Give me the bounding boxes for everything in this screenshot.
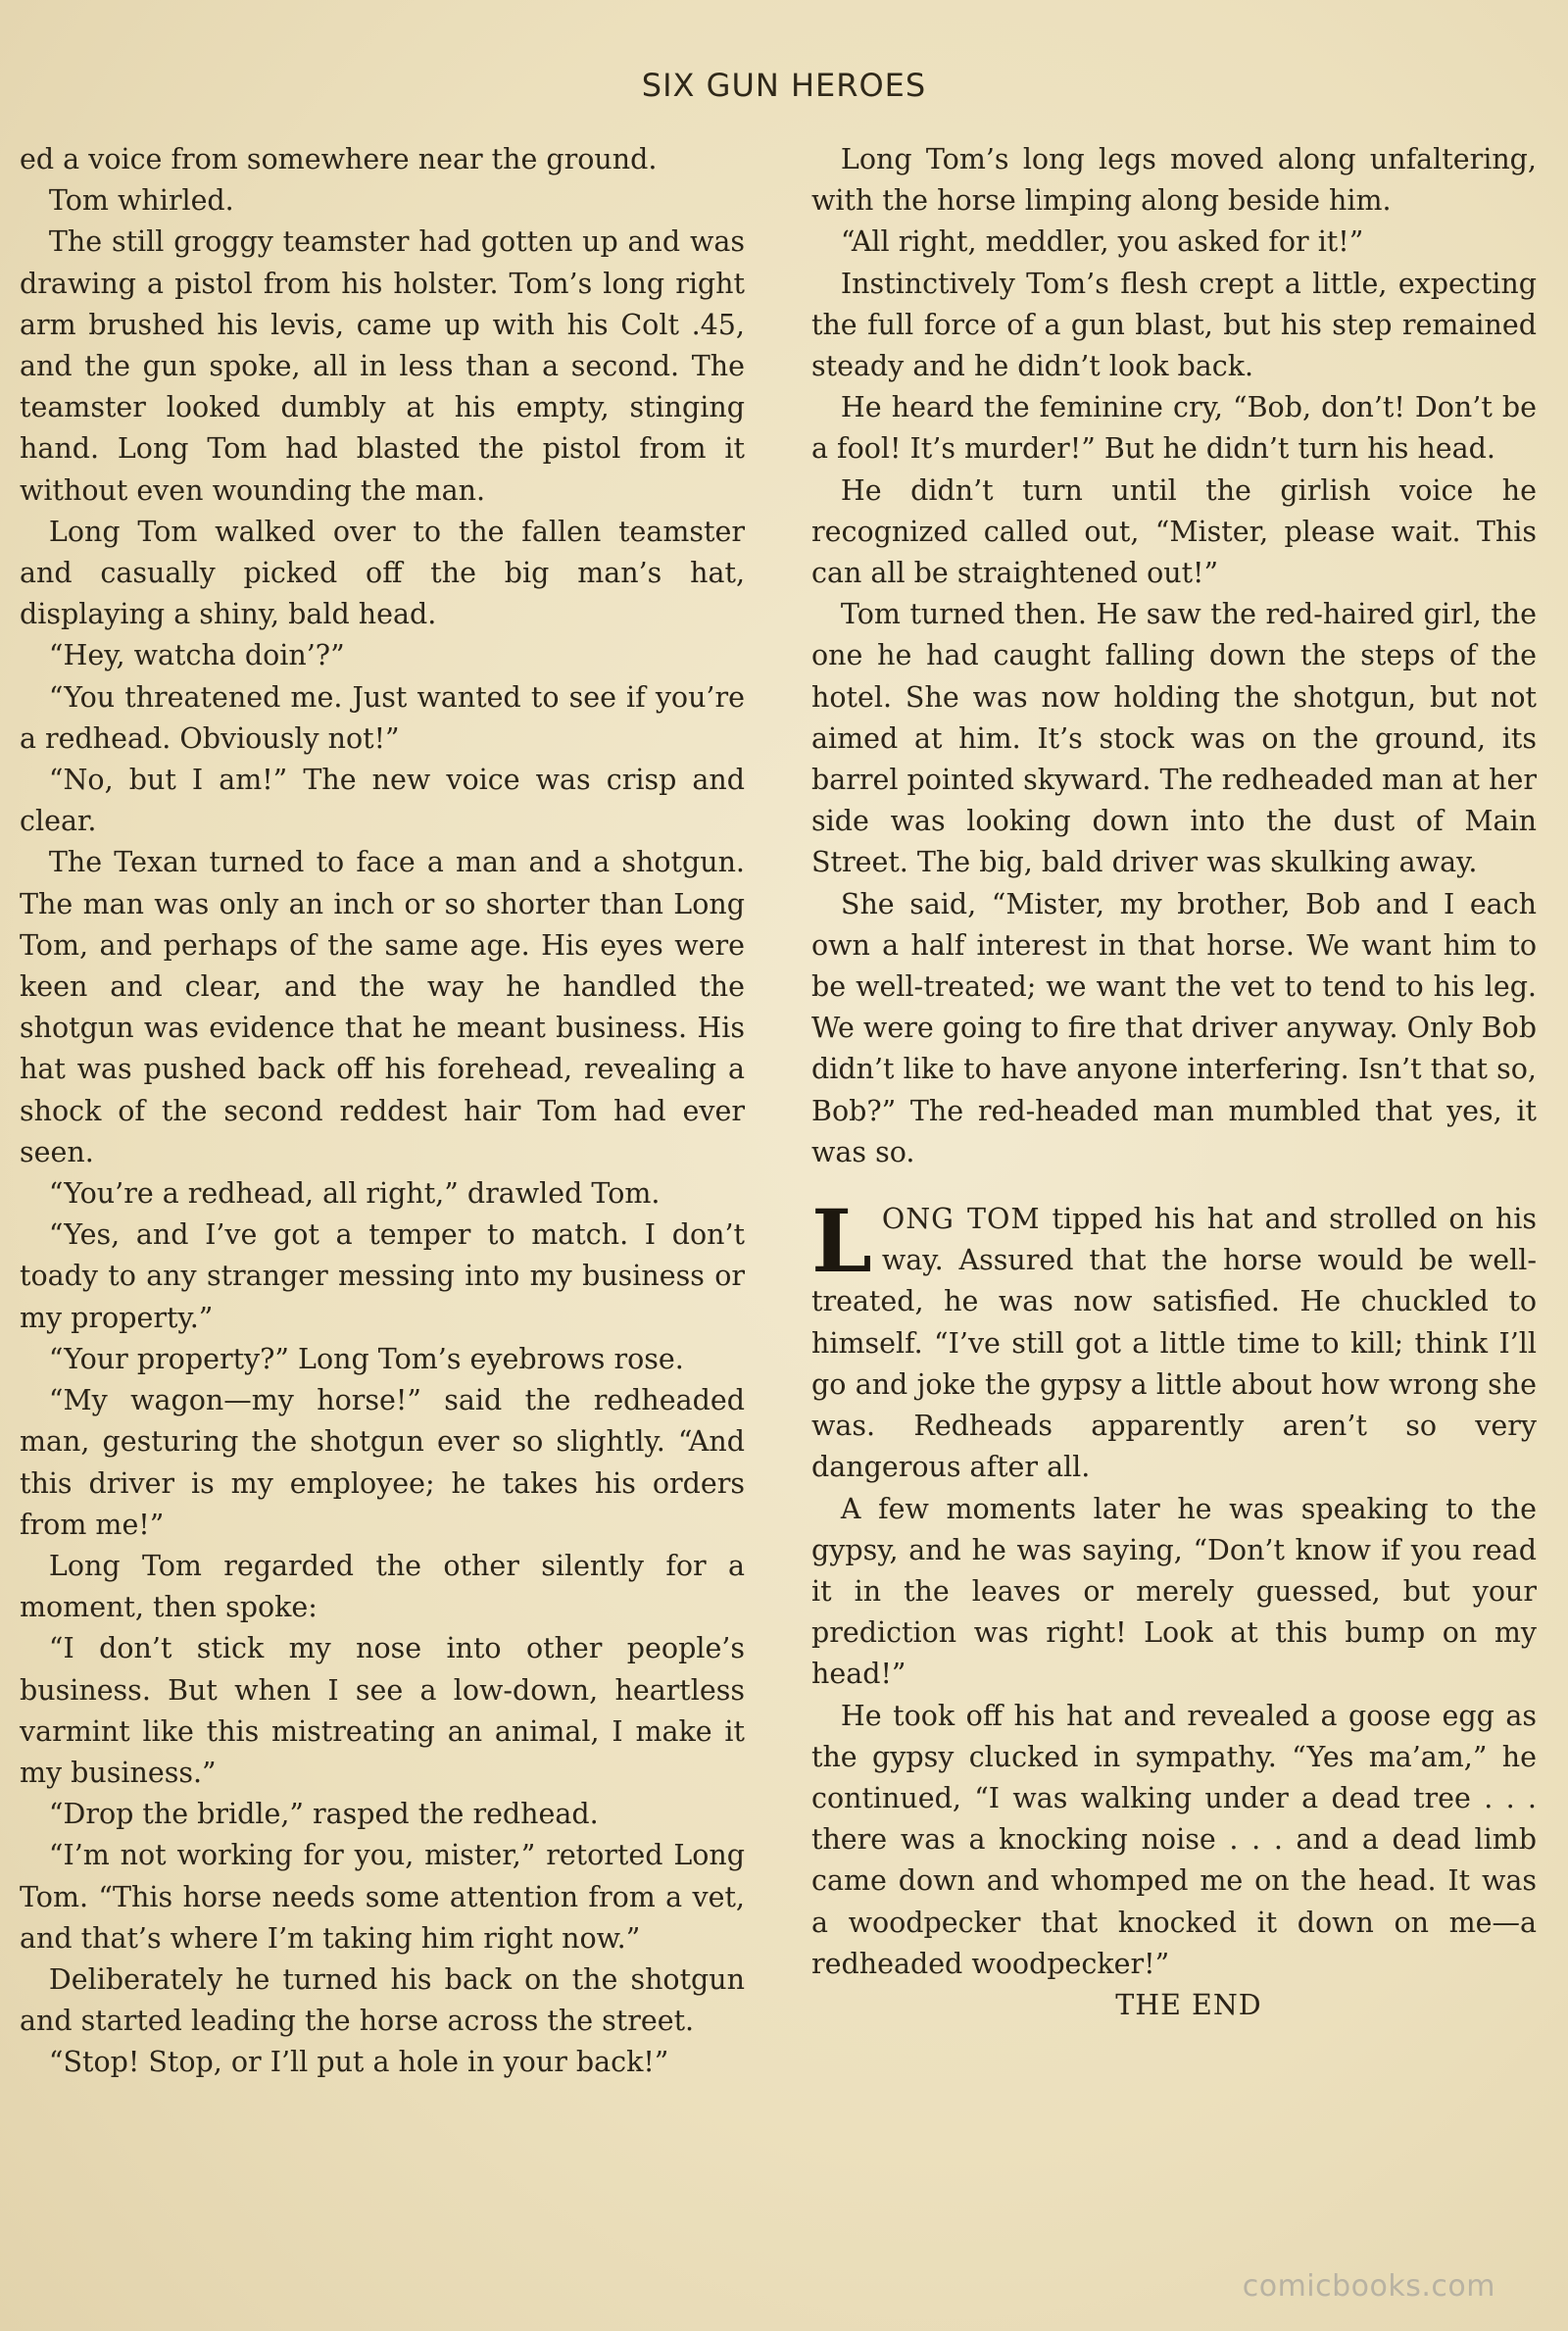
paragraph: Tom whirled. (48, 184, 234, 218)
paragraph: “I don’t stick my nose into other people’s business. But when I see a low-down, heartless varmint like this mistreating an animal, I make it my business.” (20, 1632, 745, 1789)
paragraph: He didn’t turn until the girlish voice he recognized called out, “Mister, please wait. This can all be straightened out!” (811, 473, 1537, 590)
paragraph: “Your property?” Long Tom’s eyebrows rose. (48, 1342, 684, 1375)
dropcap-text: tipped his hat and strolled on his way. Assured that the horse would be well-treated, he was now satisfied. He chuckled to himself. “I’ve still got a little time to kill; think I’ll go and joke the gypsy a little about how wrong she was. Redheads apparently aren’t so very dangerous after all. (811, 1203, 1537, 1484)
paragraph: “Hey, watcha doin’?” (48, 639, 345, 672)
paragraph: ed a voice from somewhere near the ground. (20, 143, 658, 175)
paragraph: The Texan turned to face a man and a shotgun. The man was only an inch or so shorter than Long Tom, and perhaps of the same age. His eyes were keen and clear, and the way he handled the shotgun was evidence that he meant business. His hat was pushed back off his forehead, revealing a shock of the second reddest hair Tom had ever seen. (20, 846, 745, 1168)
paragraph: He took off his hat and revealed a goose egg as the gypsy clucked in sympathy. “Yes ma’am,” he continued, “I was walking under a dead tree . . . there was a knocking noise . . . and a dead limb came down and whomped me on the head. It was a woodpecker that knocked it down on me—a redheaded woodpecker!” (811, 1699, 1537, 1980)
paragraph: “Stop! Stop, or I’ll put a hole in your back!” (48, 2046, 669, 2079)
paragraph: “You threatened me. Just wanted to see if you’re a redhead. Obviously not!” (20, 680, 745, 755)
left-text-column (20, 139, 745, 2084)
paragraph: A few moments later he was speaking to the gypsy, and he was saying, “Don’t know if you read it in the leaves or merely guessed, but your prediction was right! Look at this bump on my head!” (811, 1492, 1537, 1691)
paragraph: The still groggy teamster had gotten up and was drawing a pistol from his holster. Tom’s long right arm brushed his levis, came up with his Colt .45, and the gun spoke, all in less than a second. The teamster looked dumbly at his empty, stinging hand. Long Tom had blasted the pistol from it without even wounding the man. (20, 225, 745, 507)
paragraph: “All right, meddler, you asked for it!” (840, 225, 1364, 259)
paragraph: Tom turned then. He saw the red-haired girl, the one he had caught falling down the steps of the hotel. She was now holding the shotgun, but not aimed at him. It’s stock was on the ground, its barrel pointed skyward. The redheaded man at her side was looking down into the dust of Main Street. The big, bald driver was skulking away. (811, 598, 1537, 879)
paragraph: “My wagon—my horse!” said the redheaded man, gesturing the shotgun ever so slightly. “And this driver is my employee; he takes his orders from me!” (20, 1384, 745, 1541)
page-header: SIX GUN HEROES (641, 67, 927, 104)
paragraph: Deliberately he turned his back on the shotgun and started leading the horse across the street. (20, 1962, 745, 2038)
source-watermark: comicbooks.com (1242, 2269, 1495, 2304)
right-text-column (811, 139, 1537, 2026)
paragraph: Long Tom regarded the other silently for a moment, then spoke: (20, 1549, 745, 1624)
paragraph: She said, “Mister, my brother, Bob and I each own a half interest in that horse. We want him to be well-treated; we want the vet to tend to his leg. We were going to fire that driver anyway. Only Bob didn’t like to have anyone interfering. Isn’t that so, Bob?” The red-headed man mumbled that yes, it was so. (811, 887, 1537, 1168)
paragraph: Long Tom walked over to the fallen teamster and casually picked off the big man’s hat, displaying a shiny, bald head. (20, 515, 745, 631)
paragraph: “Drop the bridle,” rasped the redhead. (48, 1798, 599, 1831)
paragraph: “You’re a redhead, all right,” drawled Tom. (48, 1177, 661, 1211)
paragraph: He heard the feminine cry, “Bob, don’t! Don’t be a fool! It’s murder!” But he didn’t turn his head. (811, 391, 1537, 466)
paragraph: Instinctively Tom’s flesh crept a little, expecting the full force of a gun blast, but his step remained steady and he didn’t look back. (811, 267, 1537, 383)
paragraph: “I’m not working for you, mister,” retorted Long Tom. “This horse needs some attention from a vet, and that’s where I’m taking him right now.” (20, 1839, 745, 1955)
drop-cap-initial: L (811, 1190, 872, 1293)
paragraph: “Yes, and I’ve got a temper to match. I don’t toady to any stranger messing into my business or my property.” (20, 1218, 745, 1334)
dropcap-paragraph (811, 1190, 1537, 1488)
the-end-label: THE END (1115, 1988, 1262, 2021)
dropcap-lead-caps: ONG TOM (881, 1203, 1041, 1236)
paragraph: Long Tom’s long legs moved along unfaltering, with the horse limping along beside him. (811, 143, 1537, 218)
paragraph: “No, but I am!” The new voice was crisp and clear. (20, 764, 745, 838)
